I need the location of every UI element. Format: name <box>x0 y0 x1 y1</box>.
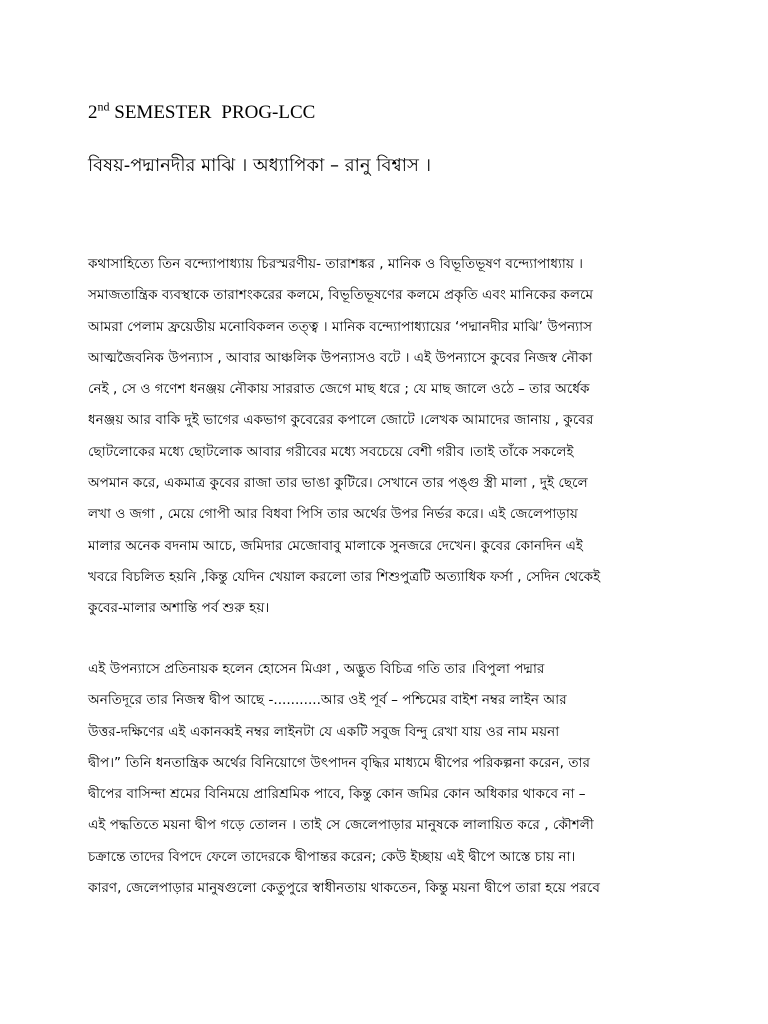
text-line: খবরে বিচলিত হয়নি ,কিন্তু যেদিন খেয়াল করলো তার শিশুপুত্রটি অত্যাধিক ফর্সা , সেদিন থেকেই <box>88 568 601 585</box>
course-code: PROG-LCC <box>221 102 316 123</box>
text-line: লখা ও জগা , মেয়ে গোপী আর বিধবা পিসি তার অর্থের উপর নির্ভর করে। এই জেলেপাড়ায় <box>88 506 578 523</box>
semester-ordinal-suffix: nd <box>97 99 110 114</box>
text-line: আমরা পেলাম ফ্রয়েডীয় মনোবিকলন তত্ত্ব । মানিক বন্দ্যোপাধ্যায়ের ‘পদ্মানদীর মাঝি’ উপন্যাস <box>88 318 593 335</box>
semester-label: SEMESTER <box>114 102 212 123</box>
text-line: ছোটলোকের মধ্যে ছোটলোক আবার গরীবের মধ্যে সবচেয়ে বেশী গরীব ।তাই তাঁকে সকলেই <box>88 443 574 460</box>
text-line: অনতিদূরে তার নিজস্ব দ্বীপ আছে -...........আর ওই পূর্ব – পশ্চিমের বাইশ নম্বর লাইন আর <box>88 692 567 709</box>
subject-line: বিষয়-পদ্মানদীর মাঝি । অধ্যাপিকা – রানু বিশ্বাস । <box>88 155 432 176</box>
text-line: মালার অনেক বদনাম আচে, জমিদার মেজোবাবু মালাকে সুনজরে দেখেন। কুবের কোনদিন এই <box>88 537 583 554</box>
text-line: কারণ, জেলেপাড়ার মানুষগুলো কেতুপুরে স্বাধীনতায় থাকতেন, কিন্তু ময়না দ্বীপে তারা হয়ে পরবে <box>88 880 600 897</box>
text-line: আত্মজৈবনিক উপন্যাস , আবার আঞ্চলিক উপন্যাসও বটে । এই উপন্যাসে কুবের নিজস্ব নৌকা <box>88 349 593 366</box>
text-line: ধনঞ্জয় আর বাকি দুই ভাগের একভাগ কুবেরের কপালে জোটে ।লেখক আমাদের জানায় , কুবের <box>88 412 594 429</box>
text-line: দ্বীপের বাসিন্দা শ্রমের বিনিময়ে প্রারিশ্রমিক পাবে, কিন্তু কোন জমির কোন অধিকার থাকবে না – <box>88 786 586 803</box>
text-line: কুবের-মালার অশান্তি পর্ব শুরু হয়। <box>88 600 270 617</box>
text-line: অপমান করে, একমাত্র কুবের রাজা তার ভাঙা কুটিরে। সেখানে তার পঙ্গু স্ত্রী মালা , দুই ছেলে <box>88 475 588 492</box>
text-line: নেই , সে ও গণেশ ধনঞ্জয় নৌকায় সাররাত জেগে মাছ ধরে ; যে মাছ জালে ওঠে – তার অর্ধেক <box>88 381 590 398</box>
paragraph-hossain-mia <box>88 654 688 904</box>
text-line: এই উপন্যাসে প্রতিনায়ক হলেন হোসেন মিঞা , অদ্ভুত বিচিত্র গতি তার ।বিপুলা পদ্মার <box>88 661 545 677</box>
text-line: কথাসাহিত্যে তিন বন্দ্যোপাধ্যায় চিরস্মরণীয়- তারাশঙ্কর , মানিক ও বিভূতিভূষণ বন্দ্যোপাধ্যায় । <box>88 256 584 272</box>
text-line: চক্রান্তে তাদের বিপদে ফেলে তাদেরকে দ্বীপান্তর করেন; কেউ ইচ্ছায় এই দ্বীপে আস্তে চায় না। <box>88 848 576 865</box>
course-heading <box>88 99 316 124</box>
paragraph-intro <box>88 249 688 625</box>
semester-number: 2 <box>88 102 98 123</box>
text-line: উত্তর-দক্ষিণের এই একানব্বই নম্বর লাইনটা যে একটি সবুজ বিন্দু রেখা যায় ওর নাম ময়না <box>88 723 560 740</box>
text-line: সমাজতান্ত্রিক ব্যবস্থাকে তারাশংকরের কলমে, বিভূতিভূষণের কলমে প্রকৃতি এবং মানিকের কলমে <box>88 287 594 304</box>
text-line: এই পদ্ধতিতে ময়না দ্বীপ গড়ে তোলন । তাই সে জেলেপাড়ার মানুষকে লালায়িত করে , কৌশলী <box>88 817 594 834</box>
text-line: দ্বীপ।” তিনি ধনতান্ত্রিক অর্থের বিনিয়োগে উৎপাদন বৃদ্ধির মাধ্যমে দ্বীপের পরিকল্পনা করেন, তার <box>88 754 590 771</box>
